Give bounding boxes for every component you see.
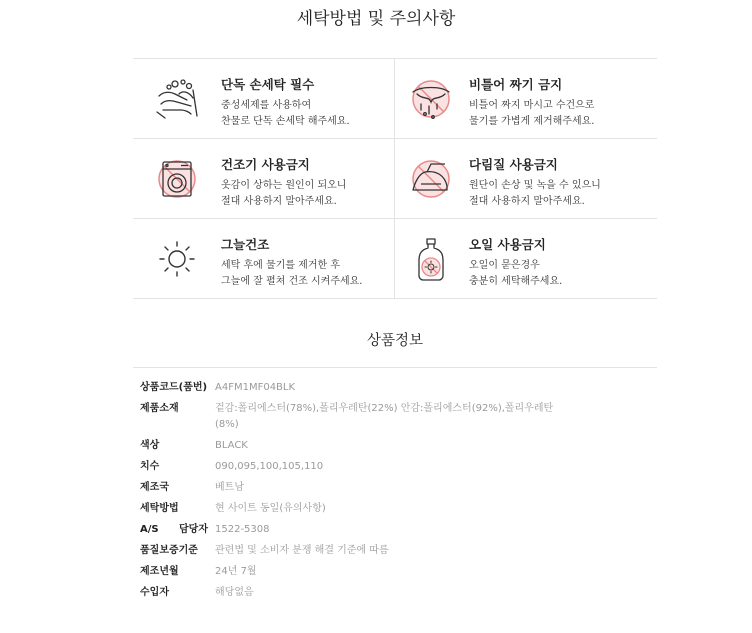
care-item-title: 그늘건조 <box>221 237 270 252</box>
info-label: 치수 <box>140 461 160 472</box>
info-value: 해당없음 <box>215 587 254 598</box>
care-item-desc-line2: 절대 사용하지 말아주세요. <box>221 196 337 207</box>
no-oil-icon <box>407 236 455 282</box>
shade-dry-icon <box>153 236 201 282</box>
info-row-country <box>140 480 660 496</box>
care-item-title: 단독 손세탁 필수 <box>221 77 315 92</box>
info-label: 제조국 <box>140 482 169 493</box>
no-dryer-icon <box>153 156 201 202</box>
care-item-desc-line2: 물기를 가볍게 제거해주세요. <box>469 116 595 127</box>
info-row-as-contact <box>140 522 660 538</box>
product-info-title: 상품정보 <box>366 333 424 349</box>
info-value: 090,095,100,105,110 <box>215 461 324 472</box>
info-label: 제품소재 <box>140 403 179 414</box>
care-item-no-wring <box>394 59 657 138</box>
care-item-desc-line2: 그늘에 잘 펼쳐 건조 시켜주세요. <box>221 276 363 287</box>
info-label: 색상 <box>140 440 160 451</box>
care-item-desc-line1: 세탁 후에 물기를 제거한 후 <box>221 260 340 271</box>
care-item-desc-line1: 원단이 손상 및 녹을 수 있으니 <box>469 180 601 191</box>
care-item-desc-line2: 충분히 세탁해주세요. <box>469 276 563 287</box>
care-item-desc-line1: 중성세제를 사용하여 <box>221 100 312 111</box>
info-label: A/S 담당자 <box>140 524 208 535</box>
divider <box>133 367 657 368</box>
no-wring-icon <box>407 76 455 122</box>
hand-wash-icon <box>153 76 201 122</box>
care-item-desc-line2: 절대 사용하지 말아주세요. <box>469 196 585 207</box>
info-row-wash-method <box>140 501 660 517</box>
care-item-title: 비틀어 짜기 금지 <box>469 77 563 92</box>
care-item-no-dryer <box>133 139 394 218</box>
care-row <box>133 219 657 299</box>
care-item-hand-wash <box>133 59 394 138</box>
care-item-title: 오일 사용금지 <box>469 237 546 252</box>
info-value: A4FM1MF04BLK <box>215 382 296 393</box>
care-item-desc-line1: 오일이 묻은경우 <box>469 260 540 271</box>
care-item-shade-dry <box>133 219 394 298</box>
care-item-desc-line1: 비틀어 짜지 마시고 수건으로 <box>469 100 595 111</box>
no-iron-icon <box>407 156 455 202</box>
info-row-importer <box>140 585 660 601</box>
care-item-title: 다림질 사용금지 <box>469 157 558 172</box>
info-label: 수입자 <box>140 587 169 598</box>
info-row-color <box>140 438 660 454</box>
care-row <box>133 139 657 219</box>
care-item-desc-line2: 찬물로 단독 손세탁 해주세요. <box>221 116 350 127</box>
info-value: 24년 7월 <box>215 566 257 577</box>
info-label: 세탁방법 <box>140 503 179 514</box>
info-value: 1522-5308 <box>215 524 270 535</box>
info-value: BLACK <box>215 440 248 451</box>
care-section-title: 세탁방법 및 주의사항 <box>296 9 456 29</box>
product-info-list <box>140 380 660 606</box>
info-label: 품질보증기준 <box>140 545 198 556</box>
care-item-desc-line1: 옷감이 상하는 원인이 되오니 <box>221 180 347 191</box>
info-row-product-code <box>140 380 660 396</box>
info-value: 베트남 <box>215 482 244 493</box>
care-item-title: 건조기 사용금지 <box>221 157 310 172</box>
info-value: 관련법 및 소비자 분쟁 해결 기준에 따름 <box>215 545 389 556</box>
info-label: 상품코드(품번) <box>140 382 208 393</box>
info-row-size <box>140 459 660 475</box>
info-value: 현 사이트 동일(유의사항) <box>215 503 326 514</box>
info-row-material <box>140 401 660 433</box>
care-instructions-grid <box>133 58 657 297</box>
info-value: 겉감:폴리에스터(78%),폴리우레탄(22%) 안감:폴리에스터(92%),폴리우레탄(8%) <box>215 403 554 430</box>
care-item-no-iron <box>394 139 657 218</box>
info-row-quality-standard <box>140 543 660 559</box>
care-item-no-oil <box>394 219 657 298</box>
care-row <box>133 59 657 139</box>
info-row-manufacture-date <box>140 564 660 580</box>
info-label: 제조년월 <box>140 566 179 577</box>
